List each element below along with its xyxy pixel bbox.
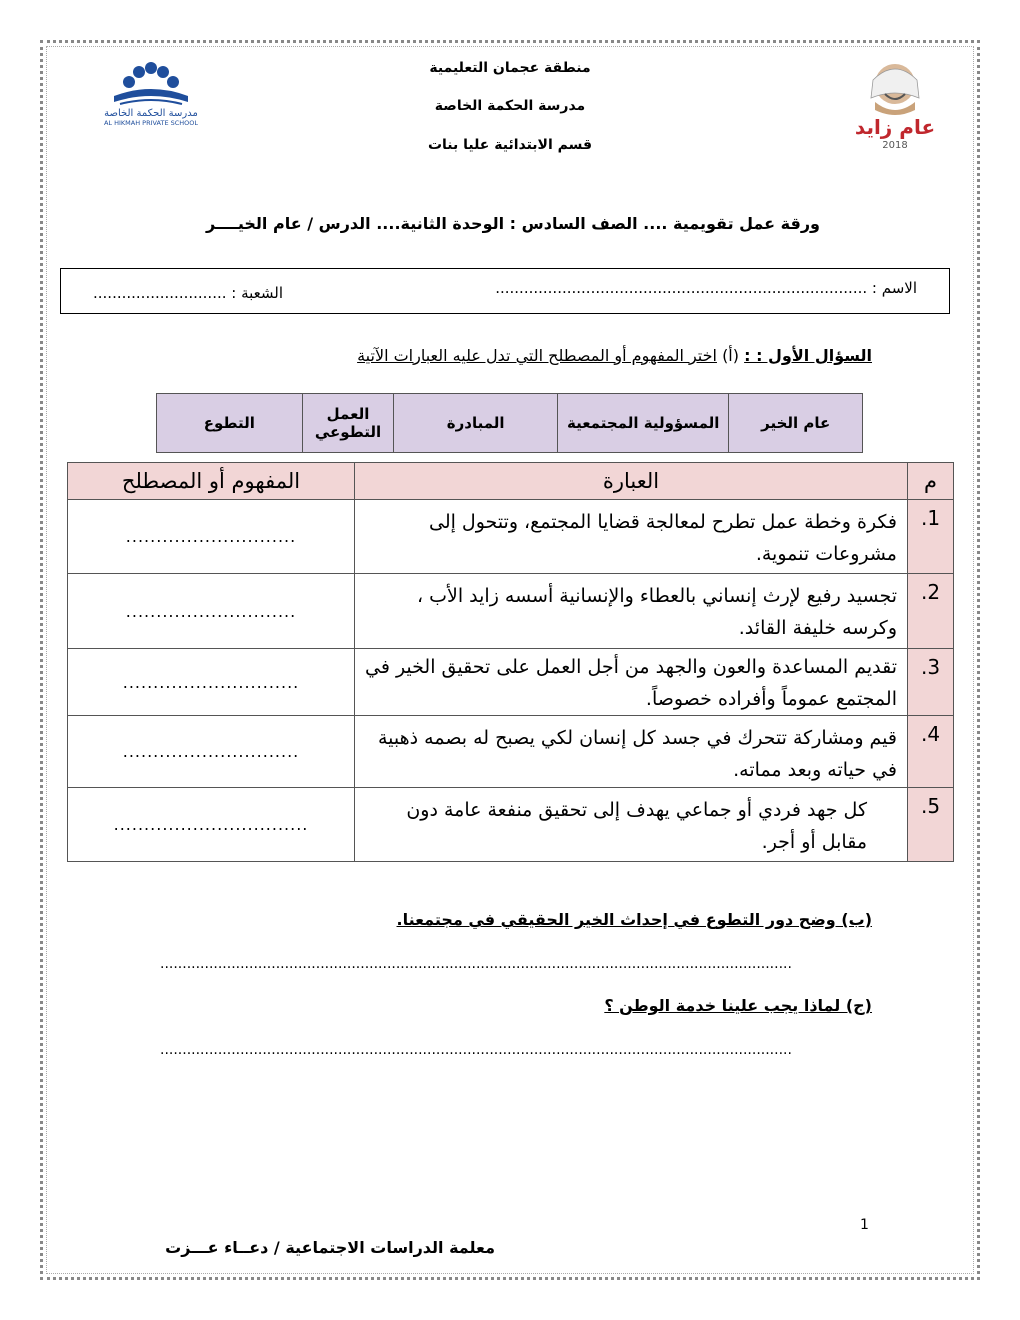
name-field[interactable]: الاسم : .............................................................................. xyxy=(495,279,917,297)
table-row xyxy=(68,500,954,574)
answer-blank[interactable]: ............................ xyxy=(68,574,355,649)
word-bank-item: المبادرة xyxy=(394,394,557,453)
answer-line-b[interactable]: .............................................................................................................................................. xyxy=(160,956,792,972)
header-zone: منطقة عجمان التعليمية xyxy=(429,60,591,76)
year-of-zayed-logo xyxy=(855,58,935,150)
page-number: 1 xyxy=(860,1217,869,1233)
header-department: قسم الابتدائية عليا بنات xyxy=(427,137,593,153)
logo-left-arabic: مدرسة الحكمة الخاصة xyxy=(104,108,198,119)
question-b: (ب) وضح دور التطوع في إحداث الخير الحقيقي في مجتمعنا. xyxy=(396,910,872,929)
answer-line-c[interactable]: .............................................................................................................................................. xyxy=(160,1042,792,1058)
school-logo xyxy=(84,60,219,126)
concept-table xyxy=(67,462,954,862)
word-bank-item: المسؤولية المجتمعية xyxy=(557,394,729,453)
row-number: 3. xyxy=(908,649,954,716)
header-num: م xyxy=(908,463,954,500)
word-bank-item: التطوع xyxy=(157,394,303,453)
teacher-footer: معلمة الدراسات الاجتماعية / دعــاء عـــزت xyxy=(165,1238,495,1257)
row-statement: فكرة وخطة عمل تطرح لمعالجة قضايا المجتمع، وتتحول إلى مشروعات تنموية. xyxy=(355,500,908,574)
logo-right-year: 2018 xyxy=(882,140,908,150)
question-1 xyxy=(160,346,872,365)
question-1-instruction: اختر المفهوم أو المصطلح التي تدل عليه العبارات الآتية xyxy=(357,346,717,365)
row-statement: كل جهد فردي أو جماعي يهدف إلى تحقيق منفعة عامة دون مقابل أو أجر. xyxy=(355,788,908,862)
header-school: مدرسة الحكمة الخاصة xyxy=(434,98,586,114)
question-1-part: (أ) xyxy=(722,346,739,365)
table-row xyxy=(68,574,954,649)
question-1-label: السؤال الأول : : xyxy=(744,346,872,365)
word-bank xyxy=(156,393,863,453)
logo-left-english: AL HIKMAH PRIVATE SCHOOL xyxy=(103,119,199,126)
table-row xyxy=(68,716,954,788)
row-statement: تقديم المساعدة والعون والجهد من أجل العمل على تحقيق الخير في المجتمع عموماً وأفراده خصوصاً. xyxy=(355,649,908,716)
answer-blank[interactable]: ............................. xyxy=(68,649,355,716)
row-number: 5. xyxy=(908,788,954,862)
word-bank-item: العمل التطوعي xyxy=(302,394,394,453)
row-number: 2. xyxy=(908,574,954,649)
table-row xyxy=(68,788,954,862)
word-bank-item: عام الخير xyxy=(729,394,863,453)
answer-blank[interactable]: ............................ xyxy=(68,500,355,574)
table-header-row xyxy=(68,463,954,500)
table-row xyxy=(68,649,954,716)
row-number: 1. xyxy=(908,500,954,574)
answer-blank[interactable]: ............................. xyxy=(68,716,355,788)
row-statement: قيم ومشاركة تتحرك في جسد كل إنسان لكي يصبح له بصمه ذهبية في حياته وبعد مماته. xyxy=(355,716,908,788)
row-number: 4. xyxy=(908,716,954,788)
student-info-box xyxy=(60,268,950,314)
section-field[interactable]: الشعبة : ............................ xyxy=(93,284,284,302)
header-statement: العبارة xyxy=(355,463,908,500)
row-statement: تجسيد رفيع لإرث إنساني بالعطاء والإنسانية أسسه زايد الأب ، وكرسه خليفة القائد. xyxy=(355,574,908,649)
question-c: (ج) لماذا يجب علينا خدمة الوطن ؟ xyxy=(604,996,872,1015)
answer-blank[interactable]: ................................ xyxy=(68,788,355,862)
header-concept: المفهوم أو المصطلح xyxy=(68,463,355,500)
logo-right-text: عام زايد xyxy=(855,115,935,139)
worksheet-title: ورقة عمل تقويمية .... الصف السادس : الوحدة الثانية.... الدرس / عام الخيــــر xyxy=(206,214,820,233)
